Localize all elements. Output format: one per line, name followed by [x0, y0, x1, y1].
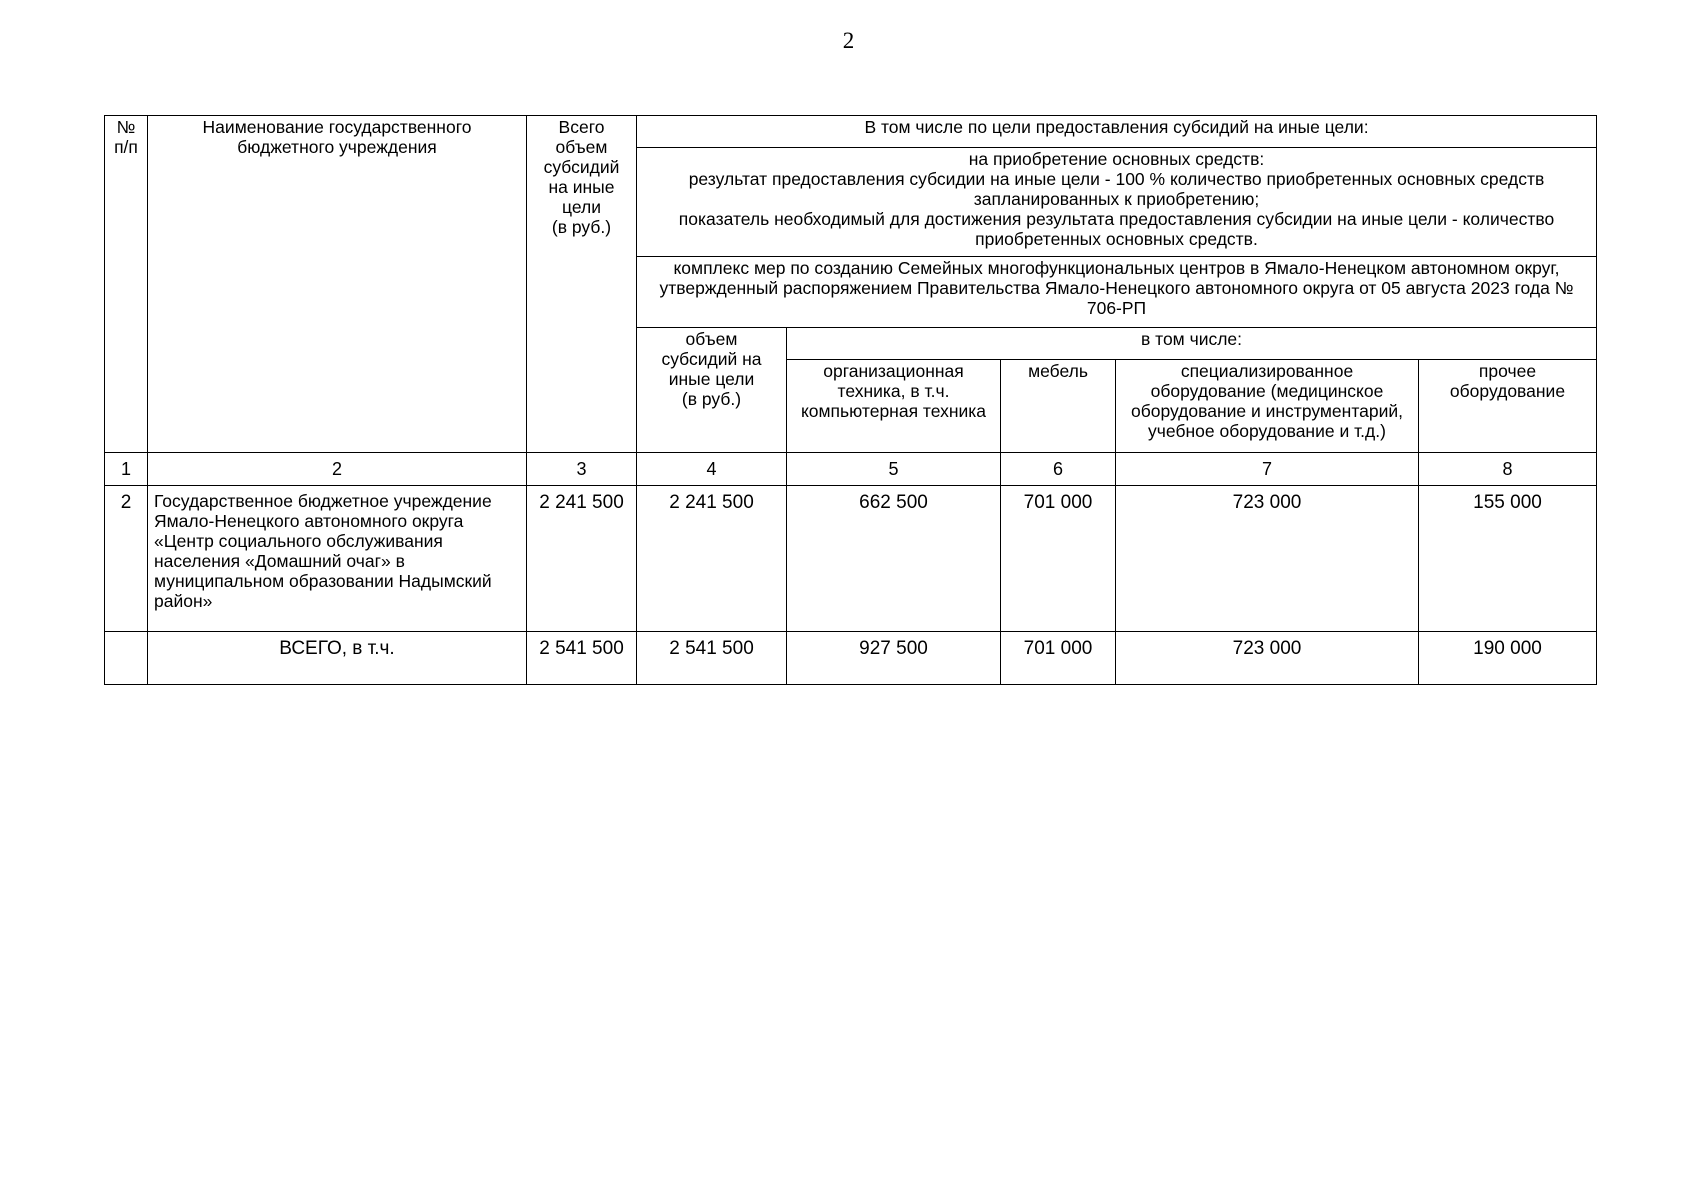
column-number: 4	[637, 453, 787, 486]
header-col-special: специализированное оборудование (медицинское оборудование и инструментарий, учебное оборудование и т.д.)	[1116, 360, 1419, 453]
header-col-name: Наименование государственного бюджетного учреждения	[148, 116, 527, 453]
header-row-1	[105, 116, 1597, 148]
column-number: 5	[787, 453, 1001, 486]
totals-other-equipment-amount: 190 000	[1419, 632, 1597, 685]
column-number: 2	[148, 453, 527, 486]
page-number: 2	[842, 28, 855, 53]
totals-number	[105, 632, 148, 685]
volume-amount: 2 241 500	[637, 486, 787, 632]
institution-name: Государственное бюджетное учреждение Ямало-Ненецкого автономного округа «Центр социального обслуживания населения «Домашний очаг» в муниципальном образовании Надымский район»	[148, 486, 527, 632]
totals-row	[105, 632, 1597, 685]
header-col-total: Всего объем субсидий на иные цели (в руб.)	[527, 116, 637, 453]
other-equipment-amount: 155 000	[1419, 486, 1597, 632]
header-col-furniture: мебель	[1001, 360, 1116, 453]
furniture-amount: 701 000	[1001, 486, 1116, 632]
column-numbers-row	[105, 453, 1597, 486]
totals-special-equipment-amount: 723 000	[1116, 632, 1419, 685]
header-program-text: комплекс мер по созданию Семейных многофункциональных центров в Ямало-Ненецком автономном округ, утвержденный распоряжением Правительства Ямало-Ненецкого автономного округа от 05 августа 2023 года № 706-РП	[637, 257, 1597, 328]
column-number: 3	[527, 453, 637, 486]
header-col-other: прочее оборудование	[1419, 360, 1597, 453]
header-purpose-text: на приобретение основных средств: результат предоставления субсидии на иные цели - 100 % количество приобретенных основных средств запланированных к приобретению; показатель необходимый для достижения результата предоставления субсидии на иные цели - количество приобретенных основных средств.	[637, 148, 1597, 257]
row-number: 2	[105, 486, 148, 632]
column-number: 7	[1116, 453, 1419, 486]
header-col-no: № п/п	[105, 116, 148, 453]
totals-office-tech-amount: 927 500	[787, 632, 1001, 685]
totals-label: ВСЕГО, в т.ч.	[148, 632, 527, 685]
total-amount: 2 241 500	[527, 486, 637, 632]
header-col-office-tech: организационная техника, в т.ч. компьютерная техника	[787, 360, 1001, 453]
header-col-volume: объем субсидий на иные цели (в руб.)	[637, 328, 787, 453]
header-group-title: В том числе по цели предоставления субсидий на иные цели:	[637, 116, 1597, 148]
special-equipment-amount: 723 000	[1116, 486, 1419, 632]
column-number: 6	[1001, 453, 1116, 486]
subsidy-table	[104, 115, 1597, 685]
header-including: в том числе:	[787, 328, 1597, 360]
totals-volume-amount: 2 541 500	[637, 632, 787, 685]
totals-total-amount: 2 541 500	[527, 632, 637, 685]
column-number: 8	[1419, 453, 1597, 486]
office-tech-amount: 662 500	[787, 486, 1001, 632]
totals-furniture-amount: 701 000	[1001, 632, 1116, 685]
column-number: 1	[105, 453, 148, 486]
table-row	[105, 486, 1597, 632]
